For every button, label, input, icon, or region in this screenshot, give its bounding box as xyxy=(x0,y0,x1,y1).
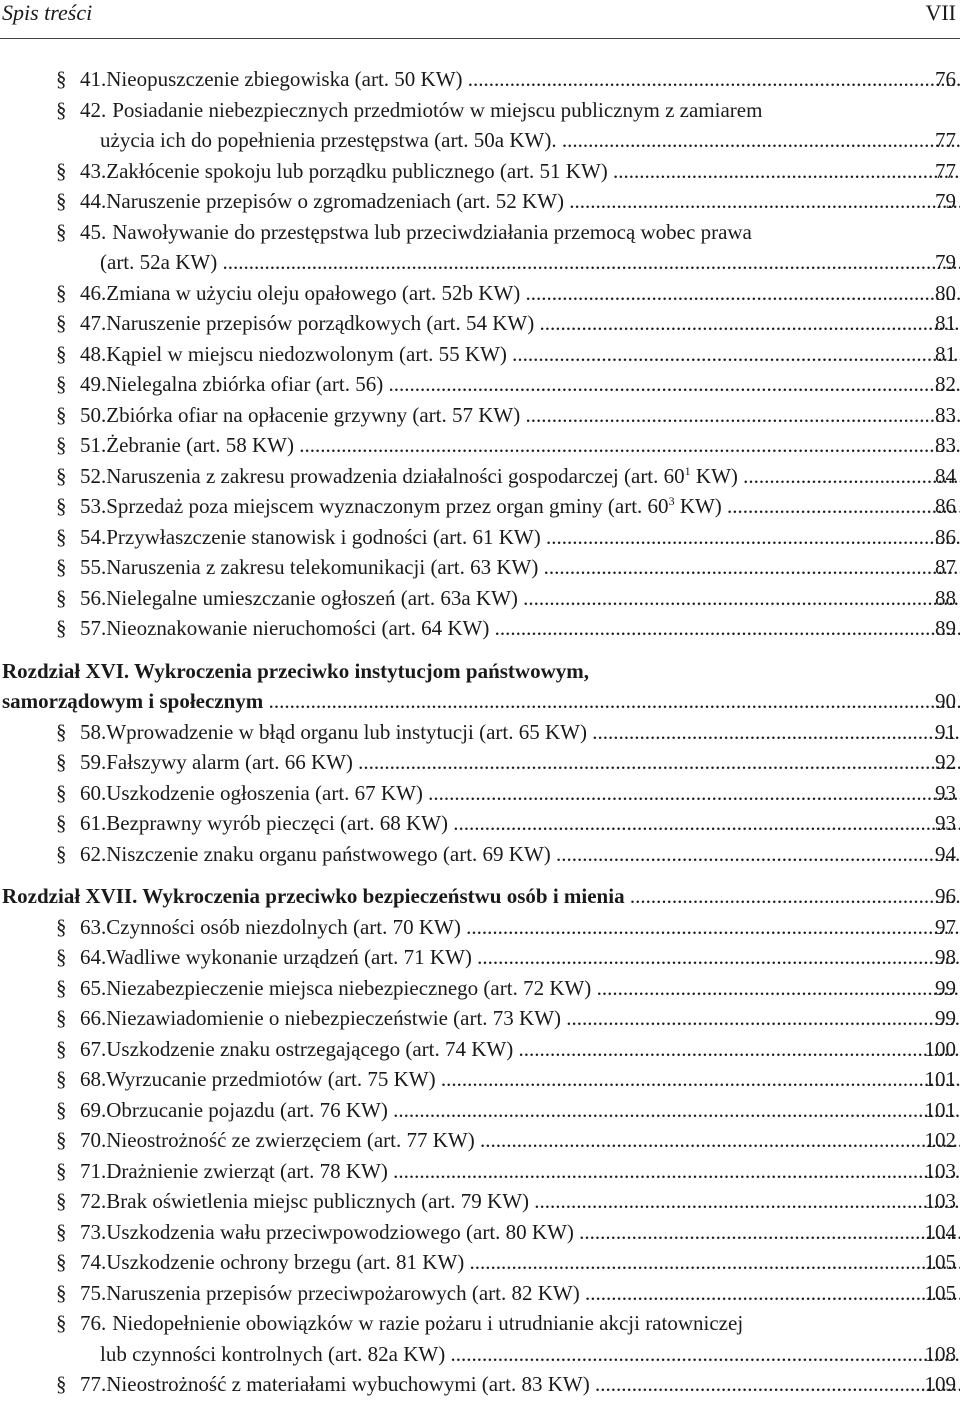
entry-number: 67. xyxy=(80,1036,107,1061)
entry-page-number: 79 xyxy=(935,189,956,213)
entry-number: 56. xyxy=(80,585,107,610)
entry-page-number: 100 xyxy=(924,1036,956,1061)
entry-text: Wyrzucanie przedmiotów (art. 75 KW) xyxy=(106,1067,436,1091)
toc-entry xyxy=(0,1095,960,1126)
dot-leader xyxy=(353,750,960,774)
entry-title xyxy=(0,278,960,309)
entry-page-number: 101 xyxy=(924,1067,956,1091)
toc-entry xyxy=(0,522,960,553)
dot-leader xyxy=(217,250,960,274)
entry-title xyxy=(0,156,960,187)
entry-continuation-text: lub czynności kontrolnych (art. 82a KW) xyxy=(100,1341,446,1366)
entry-title xyxy=(0,491,960,522)
section-sign: § xyxy=(56,341,67,366)
dot-leader xyxy=(436,1067,960,1091)
toc-entry xyxy=(0,613,960,644)
entry-continuation xyxy=(0,1339,960,1370)
entry-title xyxy=(0,973,960,1004)
section-sign: § xyxy=(56,1067,67,1091)
entry-text: Fałszywy alarm (art. 66 KW) xyxy=(106,750,353,774)
dot-leader xyxy=(475,1128,960,1152)
entry-page-number: 93 xyxy=(935,780,956,805)
entry-title xyxy=(0,1125,960,1156)
section-sign: § xyxy=(56,555,67,579)
entry-title xyxy=(0,1247,960,1278)
section-sign: § xyxy=(56,1280,67,1305)
entry-text: Brak oświetlenia miejsc publicznych (art. 79 KW) xyxy=(106,1189,530,1213)
section-sign: § xyxy=(56,402,67,427)
entry-title xyxy=(0,64,960,95)
toc-entry xyxy=(0,369,960,400)
entry-page-number: 103 xyxy=(924,1189,956,1213)
section-sign: § xyxy=(56,189,67,213)
entry-title xyxy=(0,400,960,431)
entry-title xyxy=(0,430,960,461)
entry-title xyxy=(0,339,960,370)
entry-text: Naruszenie przepisów o zgromadzeniach (art. 52 KW) xyxy=(106,189,564,213)
entry-page-number: 94 xyxy=(935,841,956,866)
entry-number: 45. xyxy=(80,219,107,244)
entry-number: 48. xyxy=(80,341,107,366)
entry-number: 63. xyxy=(80,914,107,939)
toc-entry xyxy=(0,1217,960,1248)
toc-entry xyxy=(0,1034,960,1065)
entry-text: Żebranie (art. 58 KW) xyxy=(106,433,294,457)
entry-title xyxy=(0,1003,960,1034)
section-sign: § xyxy=(56,585,67,610)
entry-page-number: 102 xyxy=(924,1128,956,1152)
entry-number: 60. xyxy=(80,780,107,805)
entry-number: 47. xyxy=(80,311,107,335)
toc-entry xyxy=(0,747,960,778)
section-sign: § xyxy=(56,372,67,396)
toc-entry xyxy=(0,778,960,809)
entry-number: 71. xyxy=(80,1158,107,1183)
entry-number: 59. xyxy=(80,750,107,774)
chapter-page-number: 90 xyxy=(935,689,956,713)
entry-number: 64. xyxy=(80,945,107,969)
entry-text: Uszkodzenie ochrony brzegu (art. 81 KW) xyxy=(106,1250,465,1274)
dot-leader xyxy=(388,1098,960,1122)
toc-entry xyxy=(0,217,960,278)
entry-number: 57. xyxy=(80,616,107,640)
entry-superscript: 1 xyxy=(684,463,691,478)
entry-number: 65. xyxy=(80,975,107,1000)
toc-entry xyxy=(0,1003,960,1034)
entry-page-number: 101 xyxy=(924,1097,956,1122)
entry-text: Naruszenia z zakresu prowadzenia działalności gospodarczej (art. 60 xyxy=(106,463,685,488)
section-sign: § xyxy=(56,524,67,549)
chapter-heading xyxy=(0,881,960,912)
entry-page-number: 109 xyxy=(924,1372,956,1396)
section-sign: § xyxy=(56,1128,67,1152)
entry-continuation-text: (art. 52a KW) xyxy=(100,250,218,274)
dot-leader xyxy=(520,281,960,305)
section-sign: § xyxy=(56,1189,67,1213)
toc-entry xyxy=(0,1369,960,1400)
entry-text: Niezawiadomienie o niebezpieczeństwie (art. 73 KW) xyxy=(106,1006,562,1030)
entry-text: Obrzucanie pojazdu (art. 76 KW) xyxy=(106,1097,388,1122)
entry-title xyxy=(0,1217,960,1248)
section-sign: § xyxy=(56,97,67,122)
dot-leader xyxy=(513,1037,960,1061)
section-sign: § xyxy=(56,1250,67,1274)
entry-title xyxy=(0,1186,960,1217)
entry-number: 46. xyxy=(80,280,107,305)
section-sign: § xyxy=(56,311,67,335)
entry-title xyxy=(0,912,960,943)
entry-page-number: 81 xyxy=(935,311,956,335)
entry-title xyxy=(0,1278,960,1309)
dot-leader xyxy=(388,1159,960,1183)
entry-text: Czynności osób niezdolnych (art. 70 KW) xyxy=(106,914,461,939)
entry-number: 61. xyxy=(80,811,107,835)
chapter-page-number: 96 xyxy=(935,884,956,908)
entry-title xyxy=(0,942,960,973)
section-sign: § xyxy=(56,811,67,835)
section-sign: § xyxy=(56,158,67,183)
entry-text: Kąpiel w miejscu niedozwolonym (art. 55 KW) xyxy=(106,341,507,366)
entry-page-number: 76 xyxy=(935,67,956,91)
entry-title xyxy=(0,1095,960,1126)
section-sign: § xyxy=(56,1311,67,1335)
entry-number: 42. xyxy=(80,97,107,122)
toc-entry xyxy=(0,400,960,431)
entry-text: Nawoływanie do przestępstwa lub przeciwdziałania przemocą wobec prawa xyxy=(112,219,752,244)
section-sign: § xyxy=(56,841,67,866)
section-sign: § xyxy=(56,463,67,488)
running-title: Spis treści xyxy=(2,0,93,25)
entry-title xyxy=(0,461,960,492)
entry-text: Nieoznakowanie nieruchomości (art. 64 KW) xyxy=(106,616,490,640)
header-page-number: VII xyxy=(925,0,956,25)
dot-leader xyxy=(461,915,960,939)
entry-page-number: 99 xyxy=(935,1006,956,1030)
entry-title xyxy=(0,583,960,614)
entry-number: 72. xyxy=(80,1189,107,1213)
section-sign: § xyxy=(56,945,67,969)
entry-text: Wadliwe wykonanie urządzeń (art. 71 KW) xyxy=(106,945,472,969)
entry-text: Wprowadzenie w błąd organu lub instytucji (art. 65 KW) xyxy=(106,719,587,744)
dot-leader xyxy=(263,689,960,713)
entry-page-number: 89 xyxy=(935,616,956,640)
dot-leader xyxy=(423,781,960,805)
entry-page-number: 82 xyxy=(935,372,956,396)
chapter-title-continuation xyxy=(0,686,960,717)
dot-leader xyxy=(489,616,960,640)
entry-title xyxy=(0,717,960,748)
entry-number: 43. xyxy=(80,158,107,183)
section-sign: § xyxy=(56,719,67,744)
entry-title xyxy=(0,839,960,870)
section-sign: § xyxy=(56,1158,67,1183)
entry-title xyxy=(0,552,960,583)
toc-entry xyxy=(0,839,960,870)
entry-number: 58. xyxy=(80,719,107,744)
section-sign: § xyxy=(56,1036,67,1061)
toc-entry xyxy=(0,186,960,217)
dot-leader xyxy=(520,403,960,427)
entry-page-number: 105 xyxy=(924,1250,956,1274)
entry-page-number: 87 xyxy=(935,555,956,579)
entry-number: 49. xyxy=(80,372,107,396)
entry-number: 77. xyxy=(80,1372,107,1396)
toc-entry xyxy=(0,717,960,748)
entry-continuation xyxy=(0,125,960,156)
entry-text: Sprzedaż poza miejscem wyznaczonym przez organ gminy (art. 60 xyxy=(106,494,669,518)
entry-text: Nieostrożność z materiałami wybuchowymi (art. 83 KW) xyxy=(106,1372,590,1396)
toc-entry xyxy=(0,912,960,943)
entry-page-number: 99 xyxy=(935,975,956,1000)
entry-title xyxy=(0,1369,960,1400)
entry-page-number: 97 xyxy=(935,914,956,939)
entry-number: 69. xyxy=(80,1097,107,1122)
entry-page-number: 92 xyxy=(935,750,956,774)
dot-leader xyxy=(464,1250,960,1274)
entry-title xyxy=(0,1034,960,1065)
toc-entry xyxy=(0,1308,960,1369)
entry-title xyxy=(0,95,960,126)
toc-entry xyxy=(0,1247,960,1278)
entry-page-number: 105 xyxy=(924,1280,956,1305)
section-sign: § xyxy=(56,67,67,91)
entry-number: 50. xyxy=(80,402,107,427)
entry-page-number: 83 xyxy=(935,433,956,457)
section-sign: § xyxy=(56,1372,67,1396)
toc-entry xyxy=(0,95,960,156)
entry-title xyxy=(0,778,960,809)
table-of-contents xyxy=(0,64,960,1400)
entry-page-number: 91 xyxy=(935,719,956,744)
toc-entry xyxy=(0,156,960,187)
toc-entry xyxy=(0,552,960,583)
section-sign: § xyxy=(56,433,67,457)
entry-number: 73. xyxy=(80,1219,107,1244)
entry-title xyxy=(0,1156,960,1187)
entry-text: Nieostrożność ze zwierzęciem (art. 77 KW) xyxy=(106,1128,475,1152)
entry-number: 75. xyxy=(80,1280,107,1305)
entry-page-number: 98 xyxy=(935,945,956,969)
entry-text: Bezprawny wyrób pieczęci (art. 68 KW) xyxy=(106,811,448,835)
entry-page-number: 86 xyxy=(935,524,956,549)
section-sign: § xyxy=(56,1097,67,1122)
toc-entry xyxy=(0,942,960,973)
entry-page-number: 84 xyxy=(935,463,956,488)
entry-title xyxy=(0,1064,960,1095)
entry-page-number: 77 xyxy=(935,128,956,152)
entry-title xyxy=(0,186,960,217)
dot-leader xyxy=(463,67,960,91)
dot-leader xyxy=(472,945,960,969)
dot-leader xyxy=(448,811,960,835)
chapter-title-continuation-text: samorządowym i społecznym xyxy=(2,689,264,713)
section-sign: § xyxy=(56,914,67,939)
entry-page-number: 104 xyxy=(924,1219,956,1244)
entry-text: Nielegalna zbiórka ofiar (art. 56) xyxy=(106,372,384,396)
entry-page-number: 80 xyxy=(935,280,956,305)
entry-title xyxy=(0,308,960,339)
entry-superscript: 3 xyxy=(668,494,675,508)
toc-entry xyxy=(0,1156,960,1187)
entry-number: 76. xyxy=(80,1311,107,1335)
entry-text: Uszkodzenie ogłoszenia (art. 67 KW) xyxy=(106,780,423,805)
entry-title xyxy=(0,217,960,248)
entry-text: Nielegalne umieszczanie ogłoszeń (art. 63a KW) xyxy=(106,585,518,610)
toc-entry xyxy=(0,339,960,370)
entry-text: Uszkodzenie znaku ostrzegającego (art. 74 KW) xyxy=(106,1036,514,1061)
entry-text: Zakłócenie spokoju lub porządku publicznego (art. 51 KW) xyxy=(106,158,608,183)
section-sign: § xyxy=(56,975,67,1000)
dot-leader xyxy=(445,1342,960,1366)
toc-entry xyxy=(0,1125,960,1156)
entry-continuation-text: użycia ich do popełnienia przestępstwa (art. 50a KW). xyxy=(100,128,557,152)
entry-text-tail: KW) xyxy=(674,494,722,518)
entry-page-number: 81 xyxy=(935,341,956,366)
entry-number: 44. xyxy=(80,189,107,213)
section-sign: § xyxy=(56,1219,67,1244)
entry-text: Niszczenie znaku organu państwowego (art. 69 KW) xyxy=(106,841,551,866)
section-sign: § xyxy=(56,616,67,640)
entry-title xyxy=(0,747,960,778)
entry-text: Zmiana w użyciu oleju opałowego (art. 52b KW) xyxy=(106,280,521,305)
dot-leader xyxy=(383,372,960,396)
entry-text: Zbiórka ofiar na opłacenie grzywny (art. 57 KW) xyxy=(106,402,521,427)
toc-entry xyxy=(0,64,960,95)
entry-number: 70. xyxy=(80,1128,107,1152)
entry-title xyxy=(0,613,960,644)
chapter-heading xyxy=(0,656,960,717)
entry-number: 51. xyxy=(80,433,107,457)
entry-text: Naruszenia z zakresu telekomunikacji (art. 63 KW) xyxy=(106,555,539,579)
toc-entry xyxy=(0,973,960,1004)
chapter-title xyxy=(0,881,960,912)
entry-text: Drażnienie zwierząt (art. 78 KW) xyxy=(106,1158,388,1183)
entry-continuation xyxy=(0,247,960,278)
entry-text: Niedopełnienie obowiązków w razie pożaru i utrudnianie akcji ratowniczej xyxy=(112,1311,744,1335)
section-sign: § xyxy=(56,750,67,774)
chapter-title-text: Rozdział XVI. Wykroczenia przeciwko instytucjom państwowym, xyxy=(2,658,589,683)
toc-entry xyxy=(0,461,960,492)
entry-text: Naruszenie przepisów porządkowych (art. 54 KW) xyxy=(106,311,535,335)
entry-number: 66. xyxy=(80,1006,107,1030)
toc-entry xyxy=(0,1064,960,1095)
entry-text-tail: KW) xyxy=(690,463,738,488)
entry-page-number: 108 xyxy=(924,1341,956,1366)
toc-entry xyxy=(0,491,960,522)
section-sign: § xyxy=(56,1006,67,1030)
toc-entry xyxy=(0,808,960,839)
entry-title xyxy=(0,1308,960,1339)
entry-title xyxy=(0,522,960,553)
header-rule xyxy=(0,38,960,39)
dot-leader xyxy=(507,342,960,366)
chapter-title-text: Rozdział XVII. Wykroczenia przeciwko bezpieczeństwu osób i mienia xyxy=(2,884,625,908)
entry-page-number: 83 xyxy=(935,402,956,427)
section-sign: § xyxy=(56,780,67,805)
page-header xyxy=(0,0,960,38)
entry-title xyxy=(0,369,960,400)
entry-number: 55. xyxy=(80,555,107,579)
dot-leader xyxy=(294,433,960,457)
dot-leader xyxy=(518,586,960,610)
toc-entry xyxy=(0,278,960,309)
entry-number: 74. xyxy=(80,1250,107,1274)
entry-page-number: 86 xyxy=(935,494,956,518)
entry-number: 52. xyxy=(80,463,107,488)
entry-text: Uszkodzenia wału przeciwpowodziowego (art. 80 KW) xyxy=(106,1219,574,1244)
entry-number: 62. xyxy=(80,841,107,866)
entry-number: 41. xyxy=(80,67,107,91)
section-sign: § xyxy=(56,280,67,305)
entry-page-number: 103 xyxy=(924,1158,956,1183)
toc-entry xyxy=(0,430,960,461)
section-sign: § xyxy=(56,494,67,518)
entry-page-number: 93 xyxy=(935,811,956,835)
entry-page-number: 77 xyxy=(935,158,956,183)
entry-title xyxy=(0,808,960,839)
entry-page-number: 79 xyxy=(935,250,956,274)
entry-number: 68. xyxy=(80,1067,107,1091)
entry-text: Naruszenia przepisów przeciwpożarowych (art. 82 KW) xyxy=(106,1280,580,1305)
toc-entry xyxy=(0,1186,960,1217)
entry-number: 53. xyxy=(80,494,107,518)
entry-text: Niezabezpieczenie miejsca niebezpiecznego (art. 72 KW) xyxy=(106,975,592,1000)
entry-page-number: 88 xyxy=(935,585,956,610)
toc-entry xyxy=(0,583,960,614)
entry-text: Nieopuszczenie zbiegowiska (art. 50 KW) xyxy=(106,67,463,91)
chapter-title xyxy=(0,656,960,687)
entry-text: Przywłaszczenie stanowisk i godności (art. 61 KW) xyxy=(106,524,541,549)
entry-text: Posiadanie niebezpiecznych przedmiotów w miejscu publicznym z zamiarem xyxy=(112,97,763,122)
entry-number: 54. xyxy=(80,524,107,549)
toc-entry xyxy=(0,1278,960,1309)
section-sign: § xyxy=(56,219,67,244)
toc-entry xyxy=(0,308,960,339)
